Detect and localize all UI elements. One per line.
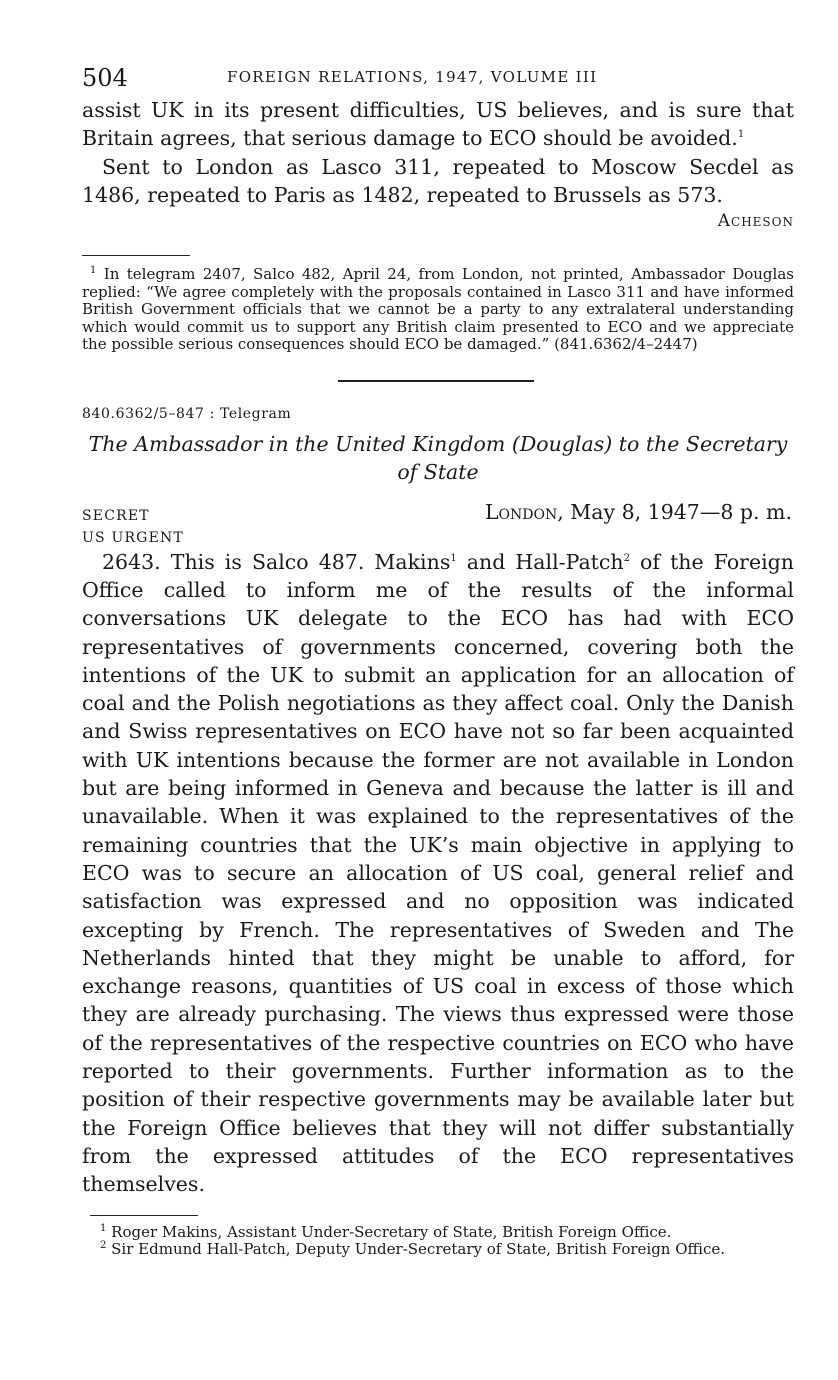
file-id: 840.6362/5–847 : Telegram xyxy=(82,405,292,422)
footnote-text-2: Sir Edmund Hall-Patch, Deputy Under-Secretary of State, British Foreign Office. xyxy=(111,1240,726,1259)
sent-to-paragraph: Sent to London as Lasco 311, repeated to Moscow Secdel as 1486, repeated to Paris as 1482, repeated to Brussels as 573. xyxy=(82,154,794,207)
dateline-place: London xyxy=(484,499,558,524)
telegram-body xyxy=(82,548,794,1199)
footnote-1 xyxy=(82,1224,794,1242)
footnote-marker-2: 2 xyxy=(100,1240,107,1252)
footnote-divider-2 xyxy=(90,1215,198,1216)
body-text-2: and Hall-Patch xyxy=(456,549,624,574)
priority: US URGENT xyxy=(82,529,184,546)
footnote xyxy=(82,266,794,354)
running-title: FOREIGN RELATIONS, 1947, VOLUME III xyxy=(227,68,598,86)
footnote-divider xyxy=(82,255,190,256)
footnote-marker: 1 xyxy=(90,265,97,277)
footnote-ref: 1 xyxy=(737,129,745,141)
meta-row xyxy=(82,500,794,530)
footnote-marker-1: 1 xyxy=(100,1222,107,1234)
document-title: The Ambassador in the United Kingdom (Douglas) to the Secretary of State xyxy=(88,431,788,484)
footnote-ref-2: 2 xyxy=(623,552,630,564)
page-number: 504 xyxy=(82,64,128,92)
footnote-ref-1: 1 xyxy=(450,552,457,564)
classification: SECRET xyxy=(82,507,150,524)
continuation-text: assist UK in its present difficulties, US believes, and is sure that Britain agrees, that serious damage to ECO should be avoided. xyxy=(82,98,794,151)
continuation-paragraph xyxy=(82,96,794,153)
body-text-1: 2643. This is Salco 487. Makins xyxy=(102,549,451,574)
dateline-date: , May 8, 1947—8 p. m. xyxy=(557,499,792,524)
footnote-text-1: Roger Makins, Assistant Under-Secretary of State, British Foreign Office. xyxy=(111,1222,672,1241)
dateline xyxy=(485,500,792,524)
running-head xyxy=(82,60,794,96)
body-text-3: of the Foreign Office called to inform me of the results of the informal conversations UK delegate to the ECO has had with ECO representatives of governments concerned, covering both the intentions of the UK to submit an application for an allocation of coal and the Polish negotiations as they affect coal. Only the Danish and Swiss representatives on ECO have not so far been acquainted with UK intentions because the former are not available in London but are being informed in Geneva and because the latter is ill and unavailable. When it was explained to the representatives of the remaining countries that the UK’s main objective in applying to ECO was to secure an allocation of US coal, general relief and satisfaction was expressed and no opposition was indicated excepting by French. The representatives of Sweden and The Netherlands hinted that they might be unable to afford, for exchange reasons, quantities of US coal in excess of those which they are already purchasing. The views thus expressed were those of the representatives of the respective countries on ECO who have reported to their governments. Further information as to the position of their respective governments may be available later but the Foreign Office believes that they will not differ substantially from the expressed attitudes of the ECO representatives themselves. xyxy=(82,549,794,1197)
signature: Acheson xyxy=(717,211,794,232)
footnote-2 xyxy=(82,1241,794,1259)
document-separator xyxy=(338,380,534,382)
book-page xyxy=(82,60,794,1259)
footnote-text: In telegram 2407, Salco 482, April 24, from London, not printed, Ambassador Douglas replied: “We agree completely with the proposals contained in Lasco 311 and have informed British Government officials that we cannot be a party to any extralateral understanding which would commit us to support any British claim presented to ECO and we appreciate the possible serious consequences should ECO be damaged.” (841.6362/4–2447) xyxy=(82,265,794,354)
